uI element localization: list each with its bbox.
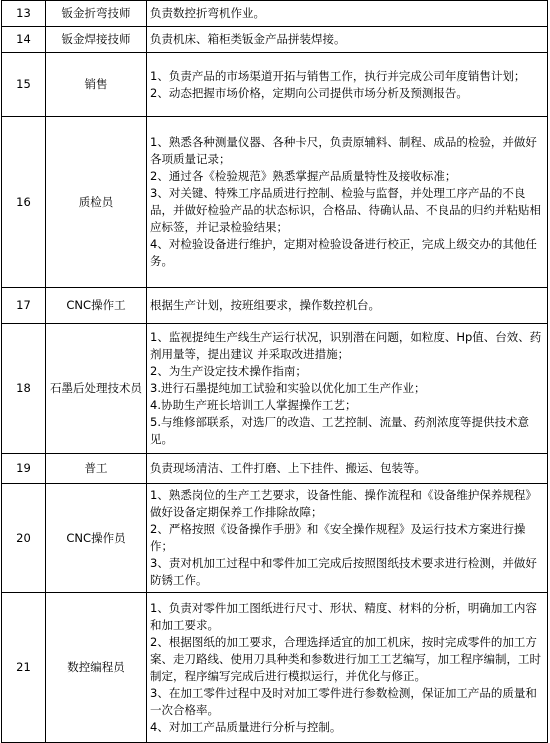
- table-row: [2, 593, 548, 743]
- duty-line: 3、责对机加工过程中和零件加工完成后按照图纸技术要求进行检测，并做好防锈工作。: [150, 556, 537, 587]
- duty-line: 3、在加工零件过程中及时对加工零件进行参数检测，保证加工产品的质量和一次合格率。: [150, 685, 537, 717]
- job-title: 质检员: [46, 117, 147, 288]
- duty-line: 1、负责产品的市场渠道开拓与销售工作，执行并完成公司年度销售计划；: [150, 68, 526, 83]
- duty-line: 1、熟悉岗位的生产工艺要求，设备性能、操作流程和《设备维护保养规程》做好设备定期保养工作排除故障；: [150, 488, 537, 519]
- duty-line: 2、根据图纸的加工要求，合理选择适宜的加工机床，按时完成零件的加工方案、走刀路线、使用刀具种类和参数进行加工工艺编写，加工程序编制，工时制定，程序编写完成后进行模拟运行，并优化与修正。: [150, 634, 541, 683]
- job-duties: [147, 288, 548, 324]
- duty-line: 2、为生产设定技术操作指南；: [150, 364, 307, 378]
- duty-line: 4、对加工产品质量进行分析与控制。: [150, 719, 342, 734]
- job-duties: [147, 593, 548, 743]
- job-duties: [147, 454, 548, 484]
- table-row: [2, 53, 548, 117]
- job-table: [1, 0, 548, 743]
- row-number: 21: [2, 593, 46, 743]
- job-duties: [147, 27, 548, 53]
- job-duties: [147, 53, 548, 117]
- job-duties: [147, 117, 548, 288]
- duty-line: 1、监视提纯生产线生产运行状况，识别潜在问题，如粒度、Hp值、台效、药剂用量等，提出建议 并采取改进措施；: [150, 330, 542, 361]
- table-row: [2, 1, 548, 27]
- row-number: 15: [2, 53, 46, 117]
- job-title: 数控编程员: [46, 593, 147, 743]
- job-duties: [147, 324, 548, 454]
- table-row: [2, 27, 548, 53]
- job-title: 石墨后处理技术员: [46, 324, 147, 454]
- job-title: 钣金焊接技师: [46, 27, 147, 53]
- duty-line: 1、熟悉各种测量仪器、各种卡尺，负责原辅料、制程、成品的检验，并做好各项质量记录；: [150, 135, 537, 166]
- row-number: 19: [2, 454, 46, 484]
- duty-line: 5.与维修部联系，对选厂的改造、工艺控制、流量、药剂浓度等提供技术意见。: [150, 415, 529, 446]
- duty-line: 2、严格按照《设备操作手册》和《安全操作规程》及运行技术方案进行操作；: [150, 522, 526, 553]
- job-title: 钣金折弯技师: [46, 1, 147, 27]
- table-row: [2, 324, 548, 454]
- row-number: 20: [2, 484, 46, 593]
- job-duties: [147, 1, 548, 27]
- job-duties: [147, 484, 548, 593]
- duty-line: 2、通过各《检验规范》熟悉掌握产品质量特性及接收标准；: [150, 169, 457, 183]
- table-row: [2, 454, 548, 484]
- row-number: 18: [2, 324, 46, 454]
- table-row: [2, 288, 548, 324]
- table-row: [2, 117, 548, 288]
- duty-line: 负责现场清洁、工件打磨、上下挂件、搬运、包装等。: [150, 461, 426, 475]
- duty-line: 1、负责对零件加工图纸进行尺寸、形状、精度、材料的分析，明确加工内容和加工要求。: [150, 600, 537, 632]
- job-title: 普工: [46, 454, 147, 484]
- duty-line: 2、动态把握市场价格，定期向公司提供市场分析及预测报告。: [150, 85, 468, 100]
- row-number: 17: [2, 288, 46, 324]
- row-number: 13: [2, 1, 46, 27]
- duty-line: 负责机床、箱柜类钣金产品拼装焊接。: [150, 32, 346, 46]
- duty-line: 3、对关键、特殊工序品质进行控制、检验与监督，并处理工序产品的不良品，并做好检验产品的状态标识，合格品、待确认品、不良品的归约并粘贴相应标签，并记录检验结果；: [150, 186, 541, 234]
- duty-line: 3.进行石墨提纯加工试验和实验以优化加工生产作业；: [150, 381, 426, 395]
- job-title: CNC操作工: [46, 288, 147, 324]
- duty-line: 4.协助生产班长培训工人掌握操作工艺；: [150, 398, 357, 412]
- row-number: 16: [2, 117, 46, 288]
- table-row: [2, 484, 548, 593]
- duty-line: 4、对检验设备进行维护，定期对检验设备进行校正，完成上级交办的其他任务。: [150, 237, 537, 268]
- row-number: 14: [2, 27, 46, 53]
- duty-line: 根据生产计划，按班组要求，操作数控机台。: [150, 298, 380, 312]
- job-title: 销售: [46, 53, 147, 117]
- job-title: CNC操作员: [46, 484, 147, 593]
- duty-line: 负责数控折弯机作业。: [150, 6, 265, 20]
